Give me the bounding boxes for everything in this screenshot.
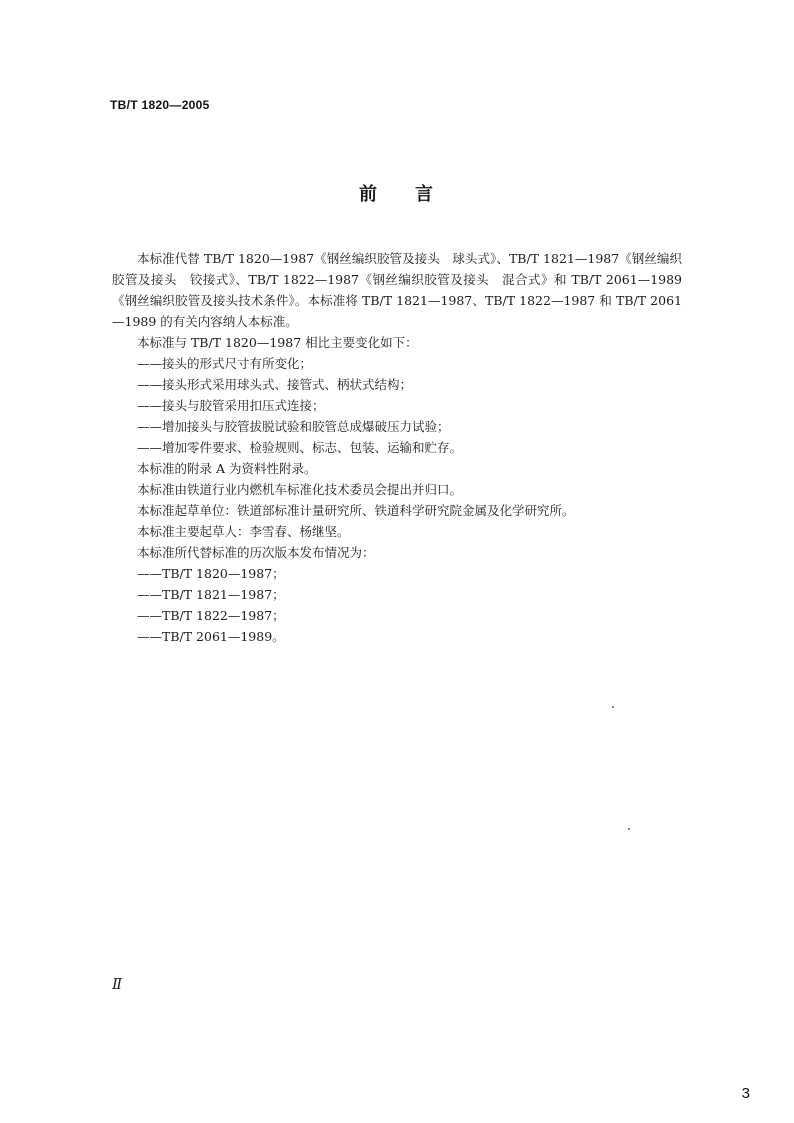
changes-list xyxy=(112,353,682,458)
list-item: ——TB/T 1820—1987； xyxy=(137,566,285,581)
list-item: ——TB/T 1822—1987； xyxy=(137,608,285,623)
list-item: ——TB/T 2061—1989。 xyxy=(137,629,285,644)
standard-code-header: TB/T 1820—2005 xyxy=(110,98,210,112)
paragraph-proposer: 本标准由铁道行业内燃机车标准化技术委员会提出并归口。 xyxy=(137,482,463,497)
paragraph-drafters: 本标准主要起草人：李雪春、杨继坚。 xyxy=(137,524,350,539)
roman-page-mark: Ⅱ xyxy=(112,975,123,993)
history-list xyxy=(112,563,682,647)
scan-speck xyxy=(612,706,614,708)
list-item: ——增加零件要求、检验规则、标志、包装、运输和贮存。 xyxy=(137,440,463,455)
scan-speck xyxy=(628,828,630,830)
foreword-body xyxy=(112,248,682,647)
list-item: ——接头形式采用球头式、接管式、柄状式结构； xyxy=(137,377,413,392)
list-item: ——接头的形式尺寸有所变化； xyxy=(137,356,313,371)
page-title-part1: 前 xyxy=(359,184,379,205)
list-item: ——TB/T 1821—1987； xyxy=(137,587,285,602)
paragraph-appendix: 本标准的附录 A 为资料性附录。 xyxy=(137,461,317,476)
page-number: 3 xyxy=(741,1085,750,1102)
page-title xyxy=(0,180,794,206)
page-title-part2: 言 xyxy=(415,184,435,205)
paragraph-drafting-units: 本标准起草单位：铁道部标准计量研究所、铁道科学研究院金属及化学研究所。 xyxy=(137,503,575,518)
paragraph-changes-intro: 本标准与 TB/T 1820—1987 相比主要变化如下： xyxy=(137,335,418,350)
paragraph-replaces: 本标准代替 TB/T 1820—1987《钢丝编织胶管及接头 球头式》、TB/T 1821—1987《钢丝编织胶管及接头 铰接式》、TB/T 1822—1987《钢丝编织胶管及接头 混合式》和 TB/T 2061—1989《钢丝编织胶管及接头技术条件》。本标准将 TB/T 1821—1987、TB/T 1822—1987 和 TB/T 2061—1989 的有关内容纳人本标准。 xyxy=(112,251,682,329)
list-item: ——接头与胶管采用扣压式连接； xyxy=(137,398,325,413)
list-item: ——增加接头与胶管拔脱试验和胶管总成爆破压力试验； xyxy=(137,419,450,434)
paragraph-history-intro: 本标准所代替标准的历次版本发布情况为： xyxy=(137,545,375,560)
